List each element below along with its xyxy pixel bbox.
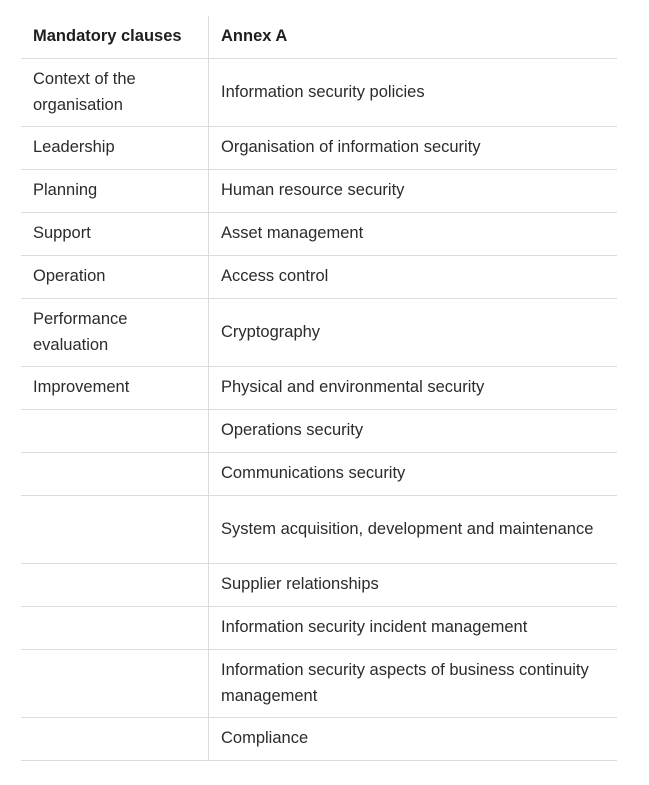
- clause-cell: Leadership: [21, 127, 209, 169]
- table-header-row: [21, 16, 617, 59]
- clause-cell: [21, 564, 209, 606]
- clause-cell: [21, 496, 209, 563]
- clause-cell: Operation: [21, 256, 209, 298]
- annex-cell: Communications security: [221, 464, 406, 483]
- table-row: [21, 718, 617, 761]
- annex-cell: Operations security: [221, 421, 364, 440]
- table-row: [21, 299, 617, 367]
- table-row: [21, 170, 617, 213]
- table-row: [21, 213, 617, 256]
- clause-cell: [21, 453, 209, 495]
- annex-cell: Cryptography: [221, 322, 321, 341]
- iso27001-structure-table: [21, 16, 617, 761]
- table-row: [21, 256, 617, 299]
- table-row: [21, 367, 617, 410]
- clause-cell: Improvement: [21, 367, 209, 409]
- clause-cell: Support: [21, 213, 209, 255]
- clause-cell: Planning: [21, 170, 209, 212]
- table-row: [21, 410, 617, 453]
- header-mandatory-clauses: Mandatory clauses: [21, 16, 209, 58]
- annex-cell: Human resource security: [221, 181, 405, 200]
- annex-cell: Information security incident management: [221, 618, 528, 637]
- table-row: [21, 453, 617, 496]
- clause-cell: Context of the organisation: [21, 59, 209, 126]
- annex-cell: Physical and environmental security: [221, 378, 485, 397]
- clause-cell: [21, 607, 209, 649]
- table-row: [21, 650, 617, 718]
- table-row: [21, 564, 617, 607]
- annex-cell: Information security policies: [221, 82, 425, 101]
- clause-cell: Performance evaluation: [21, 299, 209, 366]
- annex-cell: System acquisition, development and maintenance: [221, 519, 594, 538]
- annex-cell: Information security aspects of business continuity management: [221, 661, 589, 705]
- table-row: [21, 127, 617, 170]
- annex-cell: Access control: [221, 267, 329, 286]
- clause-cell: [21, 650, 209, 717]
- annex-cell: Asset management: [221, 224, 364, 243]
- table-row: [21, 607, 617, 650]
- table-row: [21, 59, 617, 127]
- annex-cell: Supplier relationships: [221, 575, 379, 594]
- clause-cell: [21, 718, 209, 760]
- annex-cell: Compliance: [221, 729, 309, 748]
- header-annex-a: Annex A: [221, 27, 288, 46]
- annex-cell: Organisation of information security: [221, 138, 481, 157]
- clause-cell: [21, 410, 209, 452]
- table-row: [21, 496, 617, 564]
